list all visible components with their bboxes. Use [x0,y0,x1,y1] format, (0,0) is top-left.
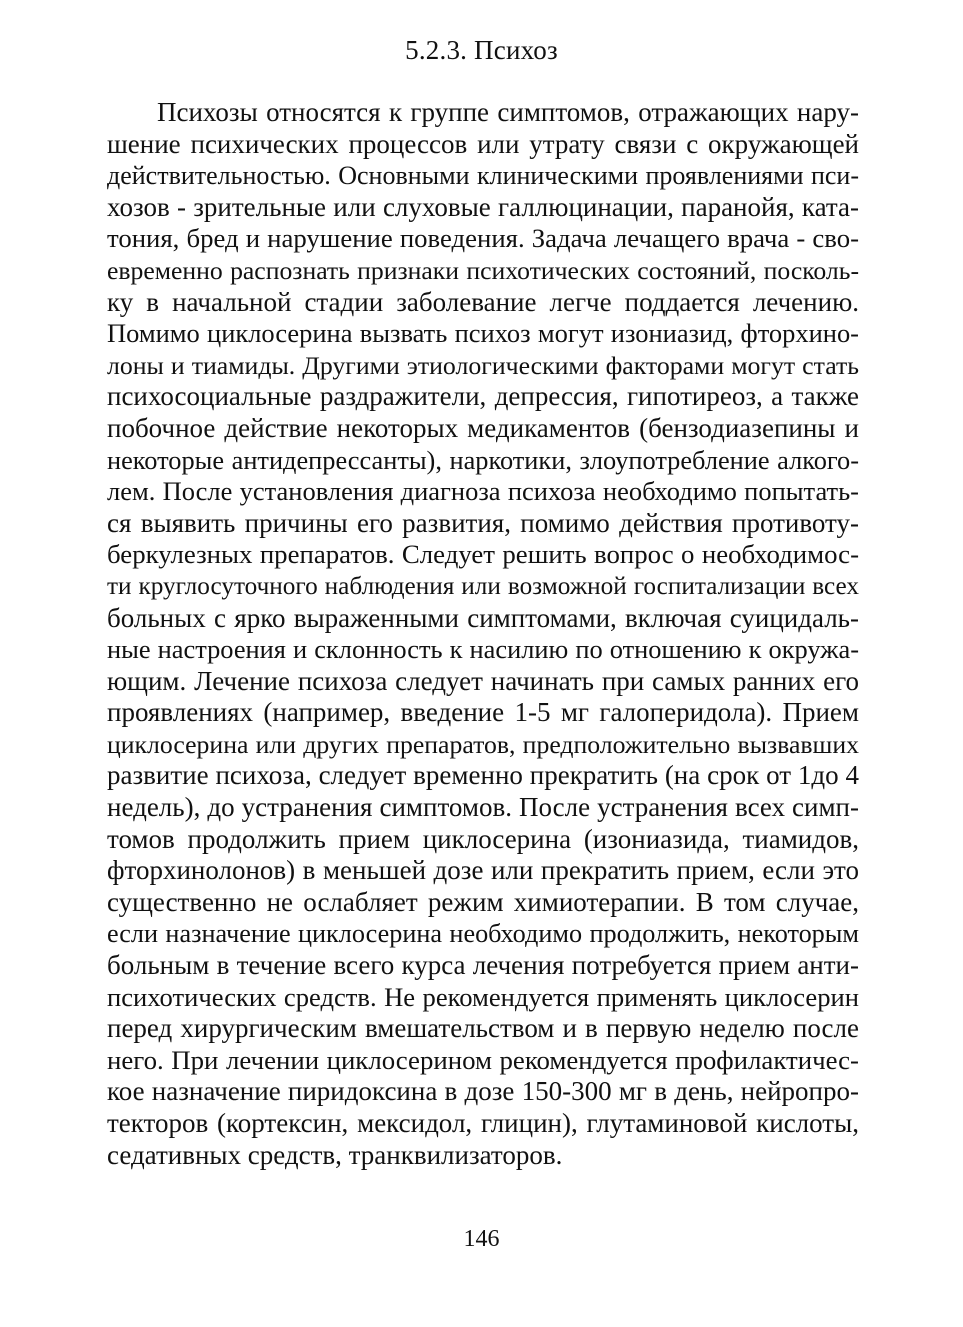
paragraph-line: томов продолжить прием циклосерина (изониазида, тиамидов, [107,823,859,854]
paragraph-line: больных с ярко выраженными симптомами, включая суицидаль- [107,602,859,633]
paragraph-line: перед хирургическим вмешательством и в первую неделю после [107,1013,859,1044]
paragraph-line: лоны и тиамиды. Другими этиологическими факторами могут стать [107,350,859,380]
paragraph-line: шение психических процессов или утрату связи с окружающей [107,128,859,159]
paragraph-line: проявлениях (например, введение 1-5 мг галоперидола). Прием [107,697,859,728]
paragraph-line: больным в течение всего курса лечения потребуется прием анти- [107,950,859,981]
paragraph-line: некоторые антидепрессанты), наркотики, злоупотребление алкого- [107,445,859,475]
paragraph-line: ти круглосуточного наблюдения или возможной госпитализации всех [107,572,859,600]
paragraph-line: психотических средств. Не рекомендуется применять циклосерин [107,981,859,1012]
paragraph-line: ку в начальной стадии заболевание легче поддается лечению. [107,286,859,317]
page-number: 146 [463,1226,500,1252]
paragraph-line: него. При лечении циклосерином рекомендуется профилактичес- [107,1044,859,1075]
paragraph-line: ся выявить причины его развития, помимо действия противоту- [107,507,859,538]
paragraph-line: фторхинолонов) в меньшей дозе или прекратить прием, если это [107,855,859,886]
paragraph-line: развитие психоза, следует временно прекратить (на срок от 1до 4 [107,760,859,791]
paragraph-line: хозов - зрительные или слуховые галлюцинации, паранойя, ката- [107,191,859,222]
paragraph-line: ющим. Лечение психоза следует начинать при самых ранних его [107,665,859,696]
paragraph-line: ные настроения и склонность к насилию по отношению к окружа- [107,634,859,665]
paragraph-line: циклосерина или других препаратов, предположительно вызвавших [107,729,859,759]
paragraph-line: евременно распознать признаки психотических состояний, посколь- [107,255,859,285]
paragraph-line: лем. После установления диагноза психоза необходимо попытать- [107,476,859,507]
paragraph-line: беркулезных препаратов. Следует решить вопрос о необходимос- [107,539,859,570]
section-heading: 5.2.3. Психоз [405,35,558,65]
paragraph-line: тония, бред и нарушение поведения. Задача лечащего врача - сво- [107,223,859,254]
paragraph-line: текторов (кортексин, мексидол, глицин), глутаминовой кислоты, [107,1108,859,1138]
paragraph-line: существенно не ослабляет режим химиотерапии. В том случае, [107,886,859,917]
body-paragraph [107,97,859,1171]
paragraph-line: побочное действие некоторых медикаментов (бензодиазепины и [107,412,859,443]
paragraph-line: Помимо циклосерина вызвать психоз могут изониазид, фторхино- [107,318,859,349]
paragraph-line: психосоциальные раздражители, депрессия, гипотиреоз, а также [107,381,859,412]
paragraph-line: Психозы относятся к группе симптомов, отражающих нару- [157,97,859,127]
paragraph-line: кое назначение пиридоксина в дозе 150-300 мг в день, нейропро- [107,1076,859,1107]
paragraph-line: седативных средств, транквилизаторов. [107,1139,563,1170]
paragraph-line: если назначение циклосерина необходимо продолжить, некоторым [107,919,859,949]
paragraph-line: недель), до устранения симптомов. После устранения всех симп- [107,792,859,823]
paragraph-line: действительностью. Основными клиническими проявлениями пси- [107,161,859,191]
